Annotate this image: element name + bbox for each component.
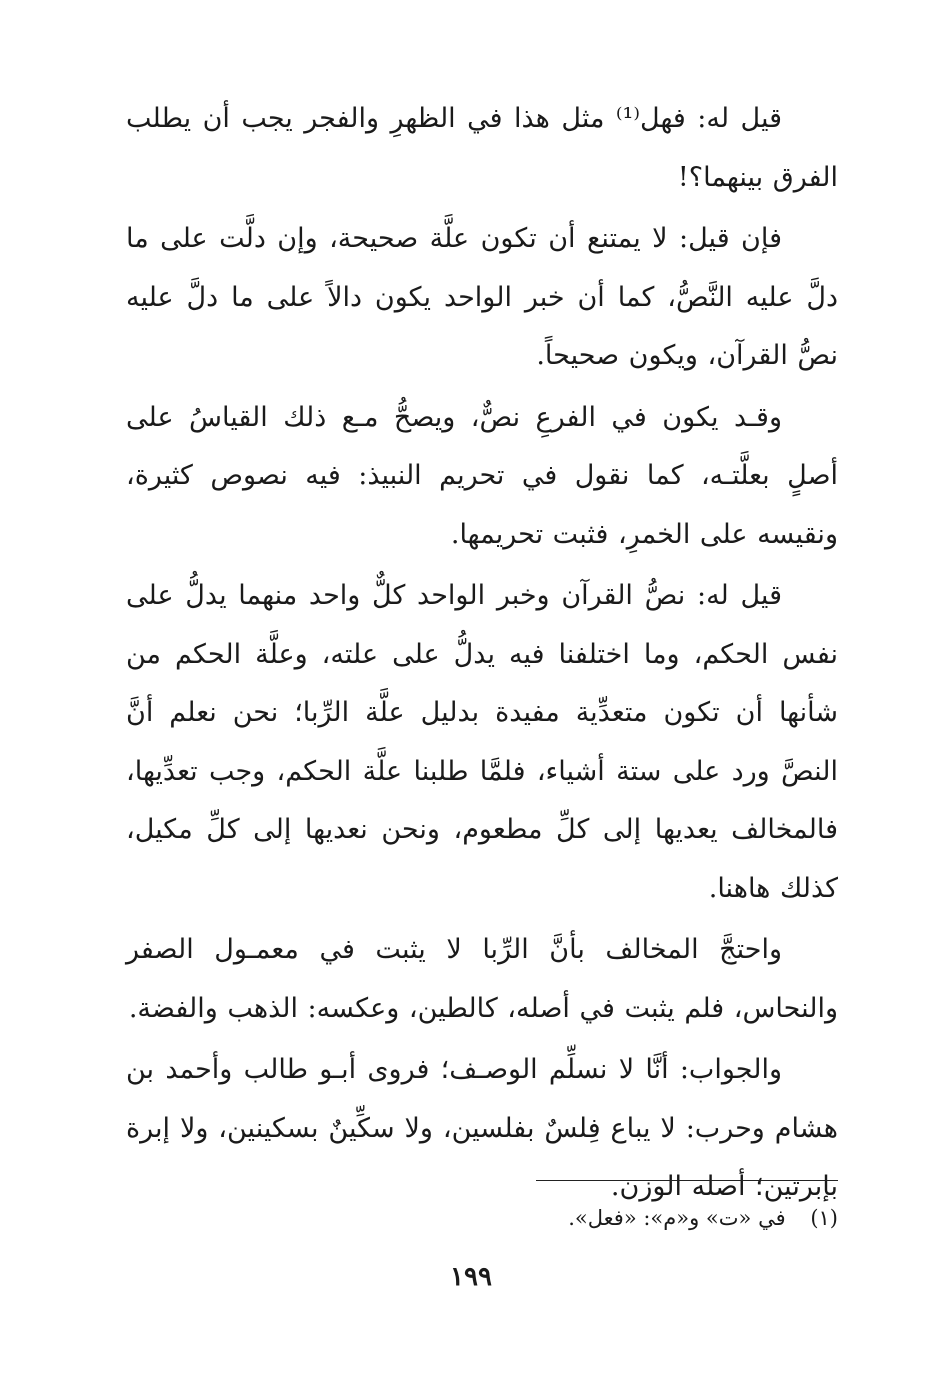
paragraph-5: واحتجَّ المخالف بأنَّ الرِّبا لا يثبت في معمـول الصفر والنحاس، فلم يثبت في أصله، كالطين، وعكسه: الذهب والفضة. — [126, 934, 838, 1024]
paragraph-3: وقـد يكون في الفرعِ نصٌّ، ويصحُّ مـع ذلك القياسُ على أصلٍ بعلَّتـه، كما نقول في تحريم النبيذ: فيه نصوص كثيرة، ونقيسه على الخمرِ، فثبت تحريمها. — [126, 401, 838, 550]
paragraph-4: قيل له: نصُّ القرآن وخبر الواحد كلٌّ واحد منهما يدلُّ على نفس الحكم، وما اختلفنا فيه يدلُّ على علته، وعلَّة الحكم من شأنها أن تكون متعدِّية مفيدة بدليل علَّة الرِّبا؛ نحن نعلم أنَّ النصَّ ورد على ستة أشياء، فلمَّا طلبنا علَّة الحكم، وجب تعدِّيها، فالمخالف يعديها إلى كلِّ مطعوم، ونحن نعديها إلى كلِّ مكيل، كذلك هاهنا. — [126, 580, 838, 904]
footnote-divider — [536, 1180, 838, 1181]
footnote-text: في «ت» و«م»: «فعل». — [568, 1206, 786, 1230]
main-text — [126, 90, 838, 1220]
page-number: ١٩٩ — [450, 1262, 492, 1292]
footnote-number: (١) — [810, 1206, 838, 1230]
footnote — [138, 1200, 838, 1236]
paragraph-6: والجواب: أنَّا لا نسلِّم الوصـف؛ فروى أبـو طالب وأحمد بن هشام وحرب: لا يباع فِلسٌ بفلسين، ولا سكِّينٌ بسكينين، ولا إبرة بإبرتين؛ أصله الوزن. — [126, 1054, 838, 1202]
paragraph-2: فإن قيل: لا يمتنع أن تكون علَّة صحيحة، وإن دلَّت على ما دلَّ عليه النَّصُّ، كما أن خبر الواحد يكون دالاً على ما دلَّ عليه نصُّ القرآن، ويكون صحيحاً. — [126, 223, 838, 371]
paragraph-1: قيل له: فهل⁽¹⁾ مثل هذا في الظهرِ والفجر يجب أن يطلب الفرق بينهما؟! — [126, 103, 838, 193]
